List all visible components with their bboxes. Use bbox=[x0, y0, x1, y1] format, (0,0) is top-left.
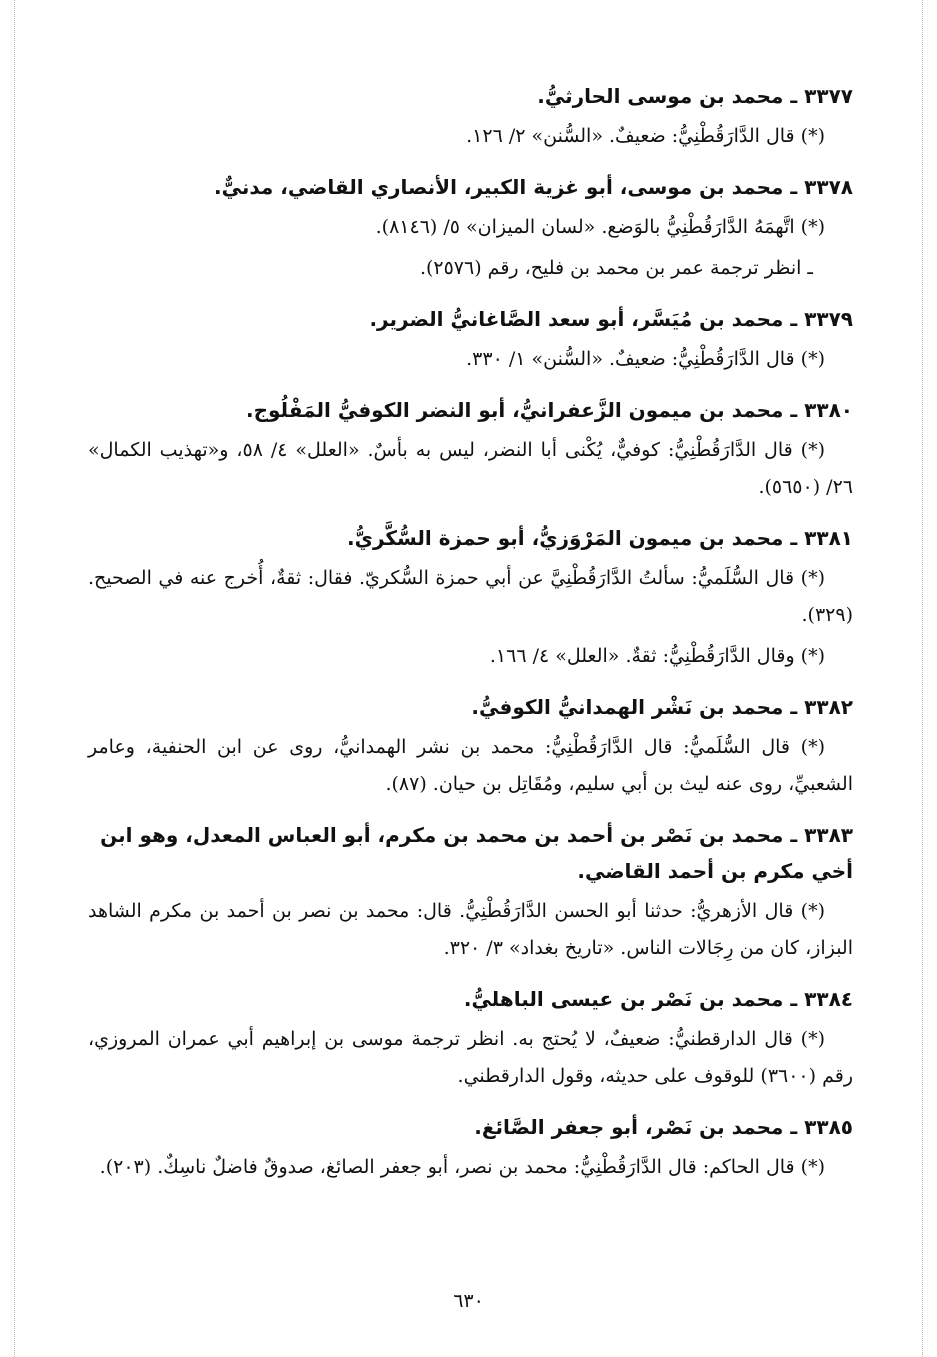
entry-3379 bbox=[88, 301, 853, 378]
entry-3382 bbox=[88, 689, 853, 803]
page-number: ٦٣٠ bbox=[453, 1290, 484, 1312]
entry-note: (*) قال الدَّارَقُطْنِيُّ: ضعيفٌ. «السُّنن» ٢/ ١٢٦. bbox=[466, 125, 825, 147]
entry-heading: ٣٣٧٨ ـ محمد بن موسى، أبو غزية الكبير، الأنصاري القاضي، مدنيٌّ. bbox=[213, 175, 853, 199]
entry-note: (*) قال السُّلَميُّ: سألتُ الدَّارَقُطْنِيَّ عن أبي حمزة السُّكريّ. فقال: ثقةٌ، أُخرج عنه في الصحيح. (٣٢٩). bbox=[88, 567, 853, 626]
entry-heading: ٣٣٧٩ ـ محمد بن مُيَسَّر، أبو سعد الصَّاغانيُّ الضرير. bbox=[369, 307, 853, 331]
entry-heading: ٣٣٨٠ ـ محمد بن ميمون الزَّعفرانيُّ، أبو النضر الكوفيُّ المَفْلُوج. bbox=[246, 398, 853, 422]
entry-3383 bbox=[88, 817, 853, 967]
entry-3377 bbox=[88, 78, 853, 155]
entry-3385 bbox=[88, 1109, 853, 1186]
entry-3381 bbox=[88, 520, 853, 675]
entry-note: (*) قال السُّلَميُّ: قال الدَّارَقُطْنِيُّ: محمد بن نشر الهمدانيُّ، روى عن ابن الحنفية، وعامر الشعبيِّ، روى عنه ليث بن أبي سليم، ومُقَاتِل بن حيان. (٨٧). bbox=[88, 736, 853, 795]
entry-heading: ٣٣٨٣ ـ محمد بن نَصْر بن أحمد بن محمد بن مكرم، أبو العباس المعدل، وهو ابن أخي مكرم بن أحمد القاضي. bbox=[100, 823, 853, 883]
margin-guide-left bbox=[14, 0, 15, 1357]
entry-note: (*) قال الدارقطنيُّ: ضعيفٌ، لا يُحتج به. انظر ترجمة موسى بن إبراهيم أبي عمران المروزي، رقم (٣٦٠٠) للوقوف على حديثه، وقول الدارقطني. bbox=[88, 1028, 853, 1087]
entry-note: (*) وقال الدَّارَقُطْنِيُّ: ثقةٌ. «العلل» ٤/ ١٦٦. bbox=[489, 645, 825, 667]
entry-note: (*) قال الدَّارَقُطْنِيُّ: ضعيفٌ. «السُّنن» ١/ ٣٣٠. bbox=[466, 348, 825, 370]
margin-guide-right bbox=[922, 0, 923, 1357]
entry-note: (*) قال الأزهريُّ: حدثنا أبو الحسن الدَّارَقُطْنِيُّ. قال: محمد بن نصر بن أحمد بن مكرم الشاهد البزاز، كان من رِجَالات الناس. «تاريخ بغداد» ٣/ ٣٢٠. bbox=[88, 900, 853, 959]
entry-3378 bbox=[88, 169, 853, 287]
entry-3380 bbox=[88, 392, 853, 506]
entry-3384 bbox=[88, 981, 853, 1095]
entry-note: (*) قال الحاكم: قال الدَّارَقُطْنِيُّ: محمد بن نصر، أبو جعفر الصائغ، صدوقٌ فاضلٌ ناسِكٌ. (٢٠٣). bbox=[99, 1156, 825, 1178]
entry-heading: ٣٣٨٢ ـ محمد بن نَشْر الهمدانيُّ الكوفيُّ. bbox=[471, 695, 853, 719]
entry-heading: ٣٣٨١ ـ محمد بن ميمون المَرْوَزيُّ، أبو حمزة السُّكَّريُّ. bbox=[347, 526, 853, 550]
entry-note: (*) اتَّهمَهُ الدَّارَقُطْنِيُّ بالوَضع. «لسان الميزان» ٥/ (٨١٤٦). bbox=[375, 216, 825, 238]
entry-heading: ٣٣٨٤ ـ محمد بن نَصْر بن عيسى الباهليُّ. bbox=[463, 987, 853, 1011]
entry-note: (*) قال الدَّارَقُطْنِيُّ: كوفيٌّ، يُكْنى أبا النضر، ليس به بأسٌ. «العلل» ٤/ ٥٨، و«تهذيب الكمال» ٢٦/ (٥٦٥٠). bbox=[88, 439, 853, 498]
document-page bbox=[88, 78, 853, 1200]
entry-heading: ٣٣٨٥ ـ محمد بن نَصْر، أبو جعفر الصَّائغ. bbox=[474, 1115, 853, 1139]
entry-heading: ٣٣٧٧ ـ محمد بن موسى الحارثيُّ. bbox=[537, 84, 853, 108]
entry-crossref: ـ انظر ترجمة عمر بن محمد بن فليح، رقم (٢٥٧٦). bbox=[419, 257, 813, 279]
